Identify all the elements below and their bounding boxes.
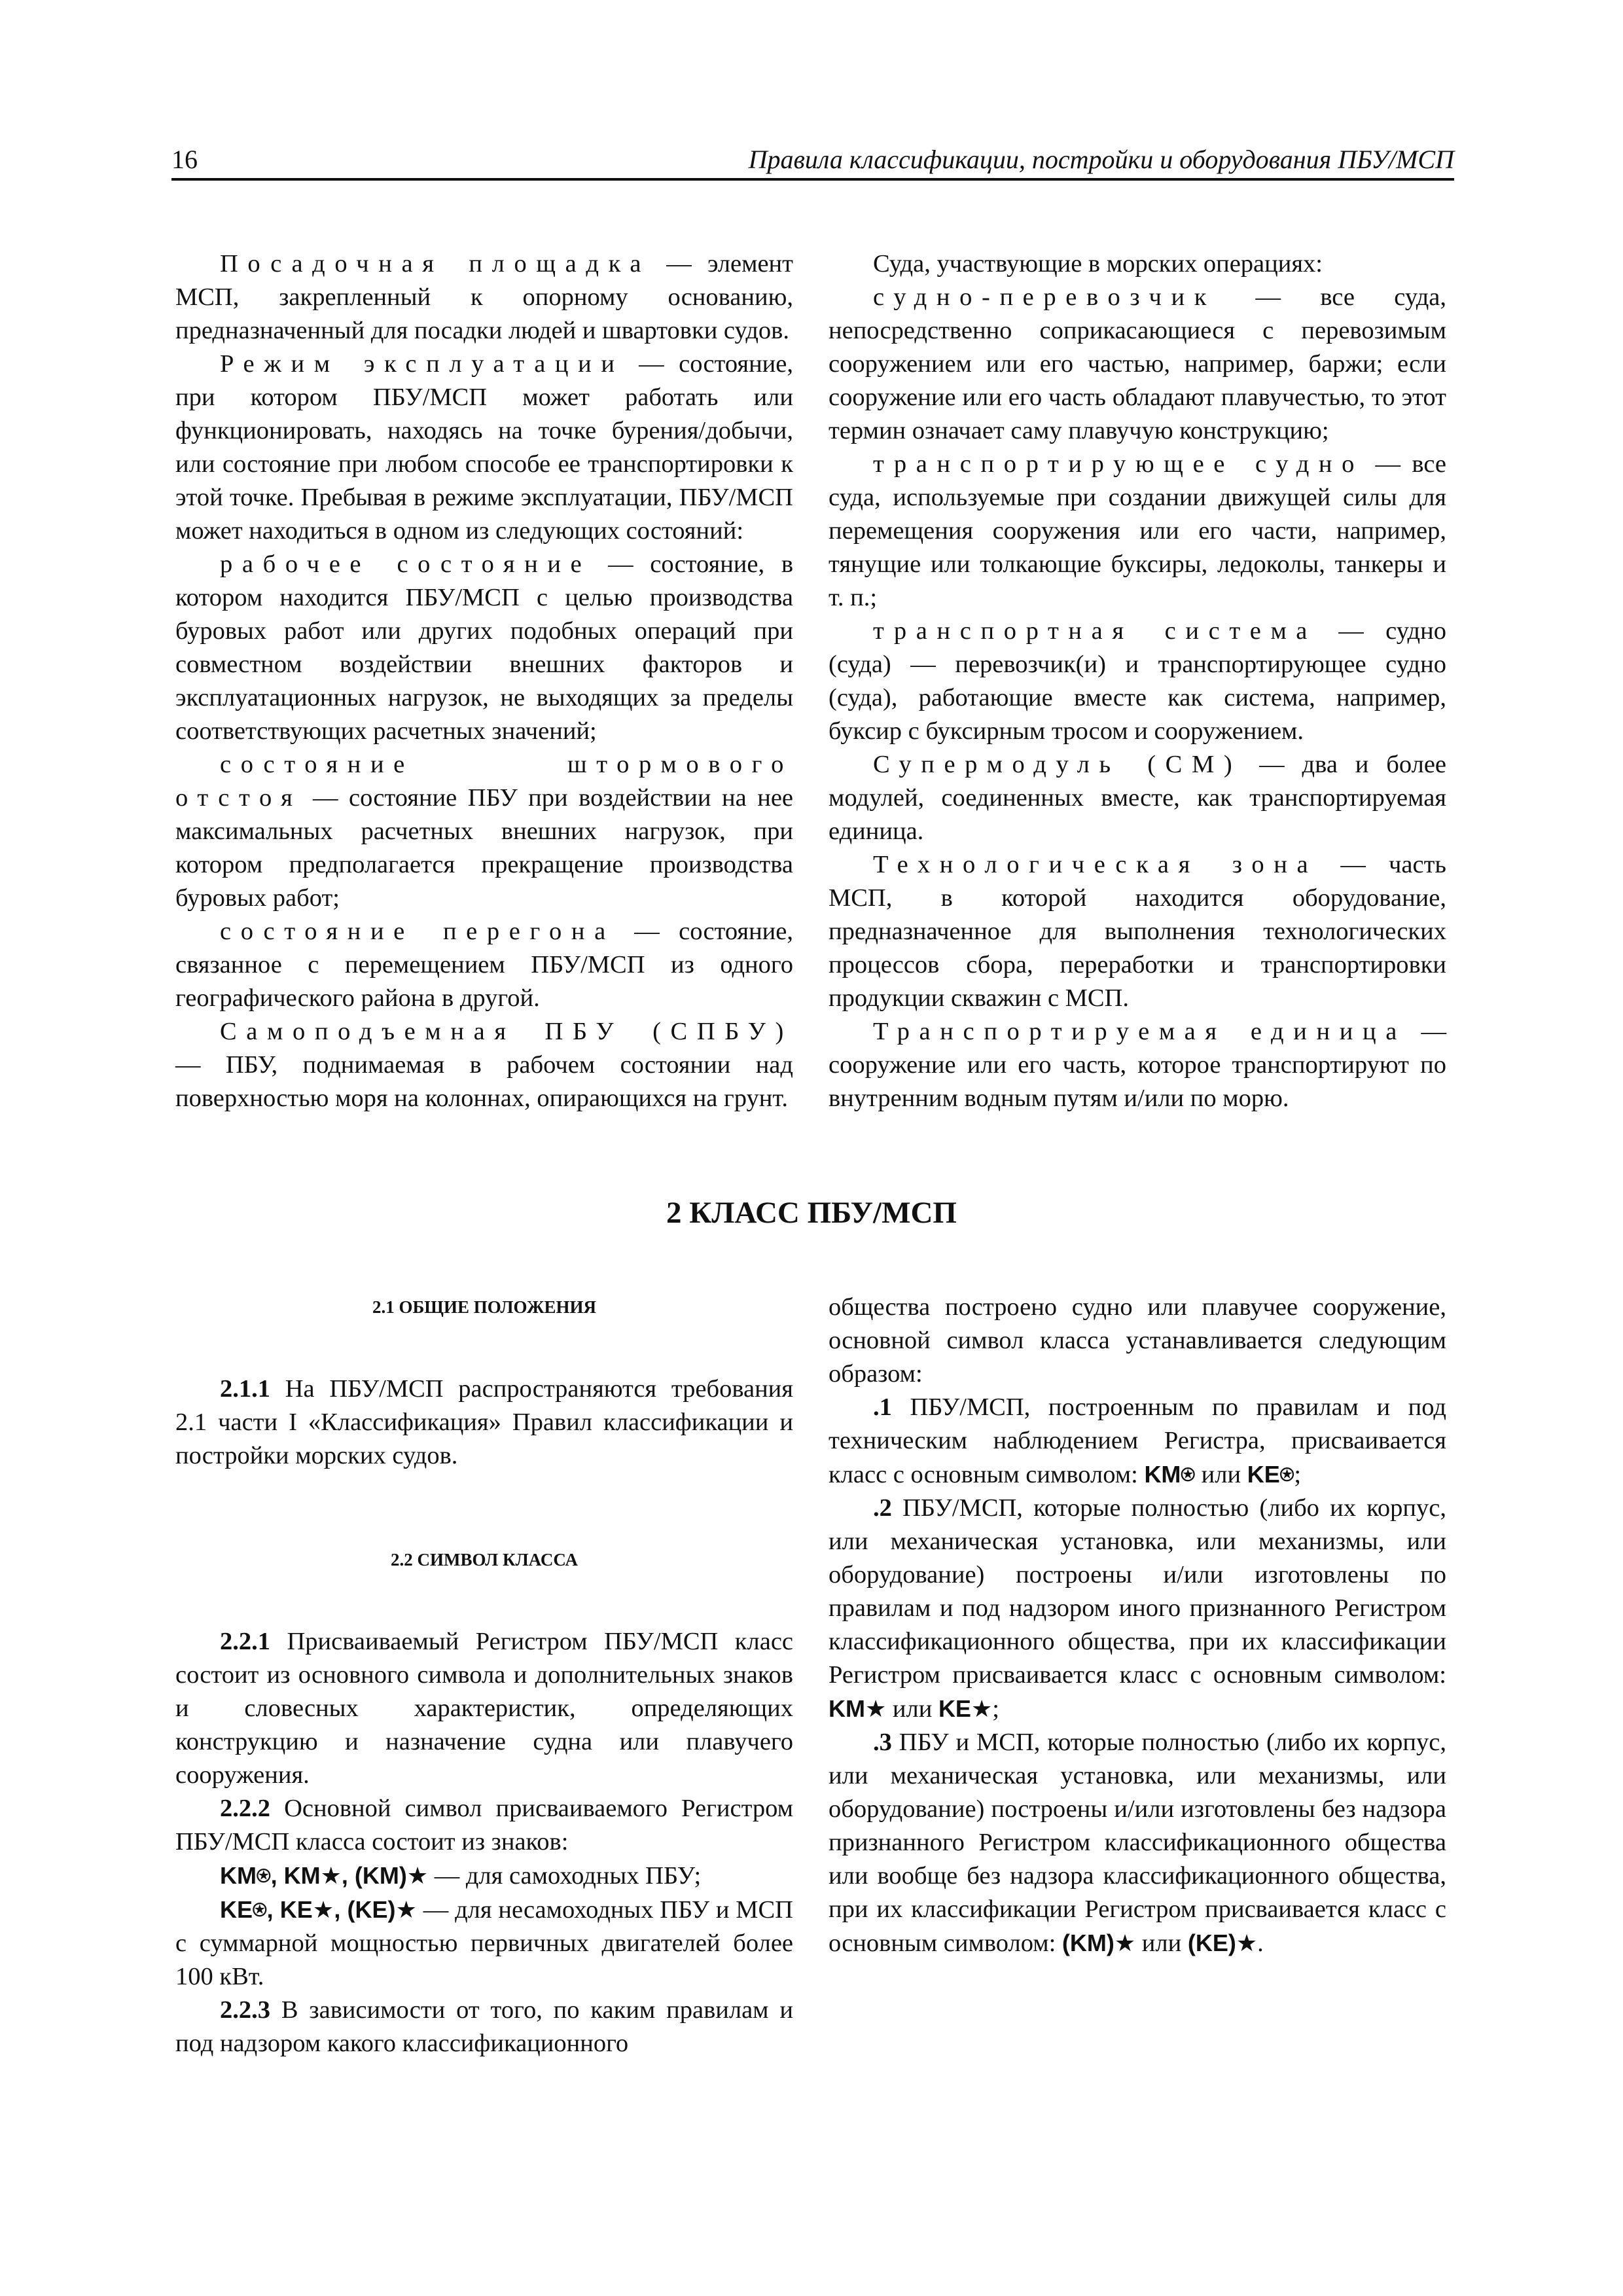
term: состояние перегона: [220, 918, 615, 945]
section-right-column: [829, 1291, 1446, 1960]
definition-paragraph: Суда, участвующие в морских операциях:: [873, 250, 1323, 278]
clause-2-1-1: 2.1.1 На ПБУ/МСП распространяются требования 2.1 части I «Классификация» Правил классификации и постройки морских судов.: [175, 1375, 793, 1469]
definition-paragraph: транспортная система — судно (суда) — перевозчик(и) и транспортирующее судно (суда), работающие вместе как система, например, буксир с буксирным тросом и сооружением.: [829, 617, 1446, 745]
class-symbol: KE⍟, KE★, (KE)★: [220, 1896, 418, 1923]
term: транспортирующее судно: [873, 450, 1364, 478]
class-symbol: KM★: [829, 1695, 887, 1722]
class-symbol: (KE)★: [1187, 1929, 1258, 1956]
item-3: .3 ПБУ и МСП, которые полностью (либо их корпус, или механическая установка, или механизмы, или оборудование) построены и/или изготовлены без надзора признанного Регистром классификационного общества или вообще без надзора классификационного общества, при их классификации Регистром присваивается класс с основным символом: (KM)★ или (KE)★.: [829, 1729, 1446, 1957]
clause-2-2-1: 2.2.1 Присваиваемый Регистром ПБУ/МСП класс состоит из основного символа и дополнительных знаков и словесных характеристик, определяющих конструкцию и назначение судна или плавучего сооружения.: [175, 1628, 793, 1789]
term: рабочее состояние: [220, 550, 592, 578]
term: Супермодуль (СМ): [873, 751, 1242, 778]
section-left-column: [175, 1291, 793, 2060]
running-title: Правила классификации, постройки и оборудования ПБУ/МСП: [748, 145, 1454, 174]
item-2: .2 ПБУ/МСП, которые полностью (либо их корпус, или механическая установка, или механизмы, или оборудование) построены и/или изготовлены по правилам и под надзором иного признанного Регистром классификационного общества, при их классификации Регистром присваивается класс с основным символом: KM★ или KE★;: [829, 1494, 1446, 1723]
definition-paragraph: Транспортируемая единица — сооружение или его часть, которое транспортируют по внутренним водным путям и/или по морю.: [829, 1018, 1446, 1112]
class-symbol: KE★: [938, 1695, 993, 1722]
class-symbol: KM⍟, KM★, (KM)★: [220, 1862, 429, 1889]
class-symbols-self-propelled: KM⍟, KM★, (KM)★ — для самоходных ПБУ;: [220, 1862, 702, 1890]
term: Технологическая зона: [873, 851, 1318, 878]
subsection-heading: 2.1 ОБЩИЕ ПОЛОЖЕНИЯ: [372, 1297, 597, 1317]
subsection-heading: 2.2 СИМВОЛ КЛАССА: [390, 1550, 579, 1570]
definition-paragraph: судно-перевозчик — все суда, непосредственно соприкасающиеся с перевозимым сооружением или его частью, например, баржи; если сооружение или его часть обладают плавучестью, то этот термин означает саму плавучую конструкцию;: [829, 283, 1446, 444]
term: транспортная система: [873, 617, 1317, 645]
definition-paragraph: Посадочная площадка — элемент МСП, закрепленный к опорному основанию, предназначенный для посадки людей и швартовки судов.: [175, 250, 793, 344]
definitions-left-column: [175, 247, 793, 1115]
item-1: .1 ПБУ/МСП, построенным по правилам и под техническим наблюдением Регистра, присваивается класс с основным символом: KM⍟ или KE⍟;: [829, 1393, 1446, 1488]
page-number: 16: [171, 145, 198, 174]
class-symbol: KE⍟: [1247, 1461, 1294, 1488]
definition-paragraph: Режим эксплуатации — состояние, при котором ПБУ/МСП может работать или функционировать, находясь на точке бурения/добычи, или состояние при любом способе ее транспортировки к этой точке. Пребывая в режиме эксплуатации, ПБУ/МСП может находиться в одном из следующих состояний:: [175, 350, 793, 545]
term: судно-перевозчик: [873, 283, 1217, 311]
term: Транспортируемая единица: [873, 1018, 1406, 1045]
class-symbol: KM⍟: [1144, 1461, 1196, 1488]
term: Посадочная площадка: [220, 250, 651, 278]
definition-paragraph: Технологическая зона — часть МСП, в которой находится оборудование, предназначенное для выполнения технологических процессов сбора, переработки и транспортировки продукции скважин с МСП.: [829, 851, 1446, 1012]
definitions-right-column: [829, 247, 1446, 1115]
page-header: [171, 140, 1454, 181]
term: состояние штормового отстоя: [175, 751, 793, 812]
term: Самоподъемная ПБУ (СПБУ): [220, 1018, 793, 1045]
class-symbol: (KM)★: [1061, 1929, 1136, 1956]
definition-paragraph: состояние штормового отстоя — состояние ПБУ при воздействии на нее максимальных расчетных внешних нагрузок, при котором предполагается прекращение производства буровых работ;: [175, 751, 793, 912]
definition-paragraph: Супермодуль (СМ) — два и более модулей, соединенных вместе, как транспортируемая единица.: [829, 751, 1447, 845]
clause-2-2-2: 2.2.2 Основной символ присваиваемого Регистром ПБУ/МСП класса состоит из знаков:: [175, 1795, 793, 1856]
clause-2-2-3-continued: общества построено судно или плавучее сооружение, основной символ класса устанавливается следующим образом:: [829, 1293, 1446, 1388]
clause-2-2-3: 2.2.3 В зависимости от того, по каким правилам и под надзором какого классификационного: [175, 1996, 793, 2057]
definition-paragraph: рабочее состояние — состояние, в котором находится ПБУ/МСП с целью производства буровых работ или других подобных операций при совместном воздействии внешних факторов и эксплуатационных нагрузок, не выходящих за пределы соответствующих расчетных значений;: [175, 550, 793, 745]
definition-paragraph: транспортирующее судно — все суда, используемые при создании движущей силы для перемещения сооружения или его части, например, тянущие или толкающие буксиры, ледоколы, танкеры и т. п.;: [829, 450, 1446, 611]
class-symbols-non-self-propelled: KE⍟, KE★, (KE)★ — для несамоходных ПБУ и МСП с суммарной мощностью первичных двигателей более 100 кВт.: [175, 1896, 793, 1990]
term: Режим эксплуатации: [220, 350, 624, 378]
section-title: 2 КЛАСС ПБУ/МСП: [666, 1196, 957, 1230]
definition-paragraph: состояние перегона — состояние, связанное с перемещением ПБУ/МСП из одного географического района в другой.: [175, 918, 793, 1012]
definition-paragraph: Самоподъемная ПБУ (СПБУ) — ПБУ, поднимаемая в рабочем состоянии над поверхностью моря на колоннах, опирающихся на грунт.: [175, 1018, 793, 1112]
